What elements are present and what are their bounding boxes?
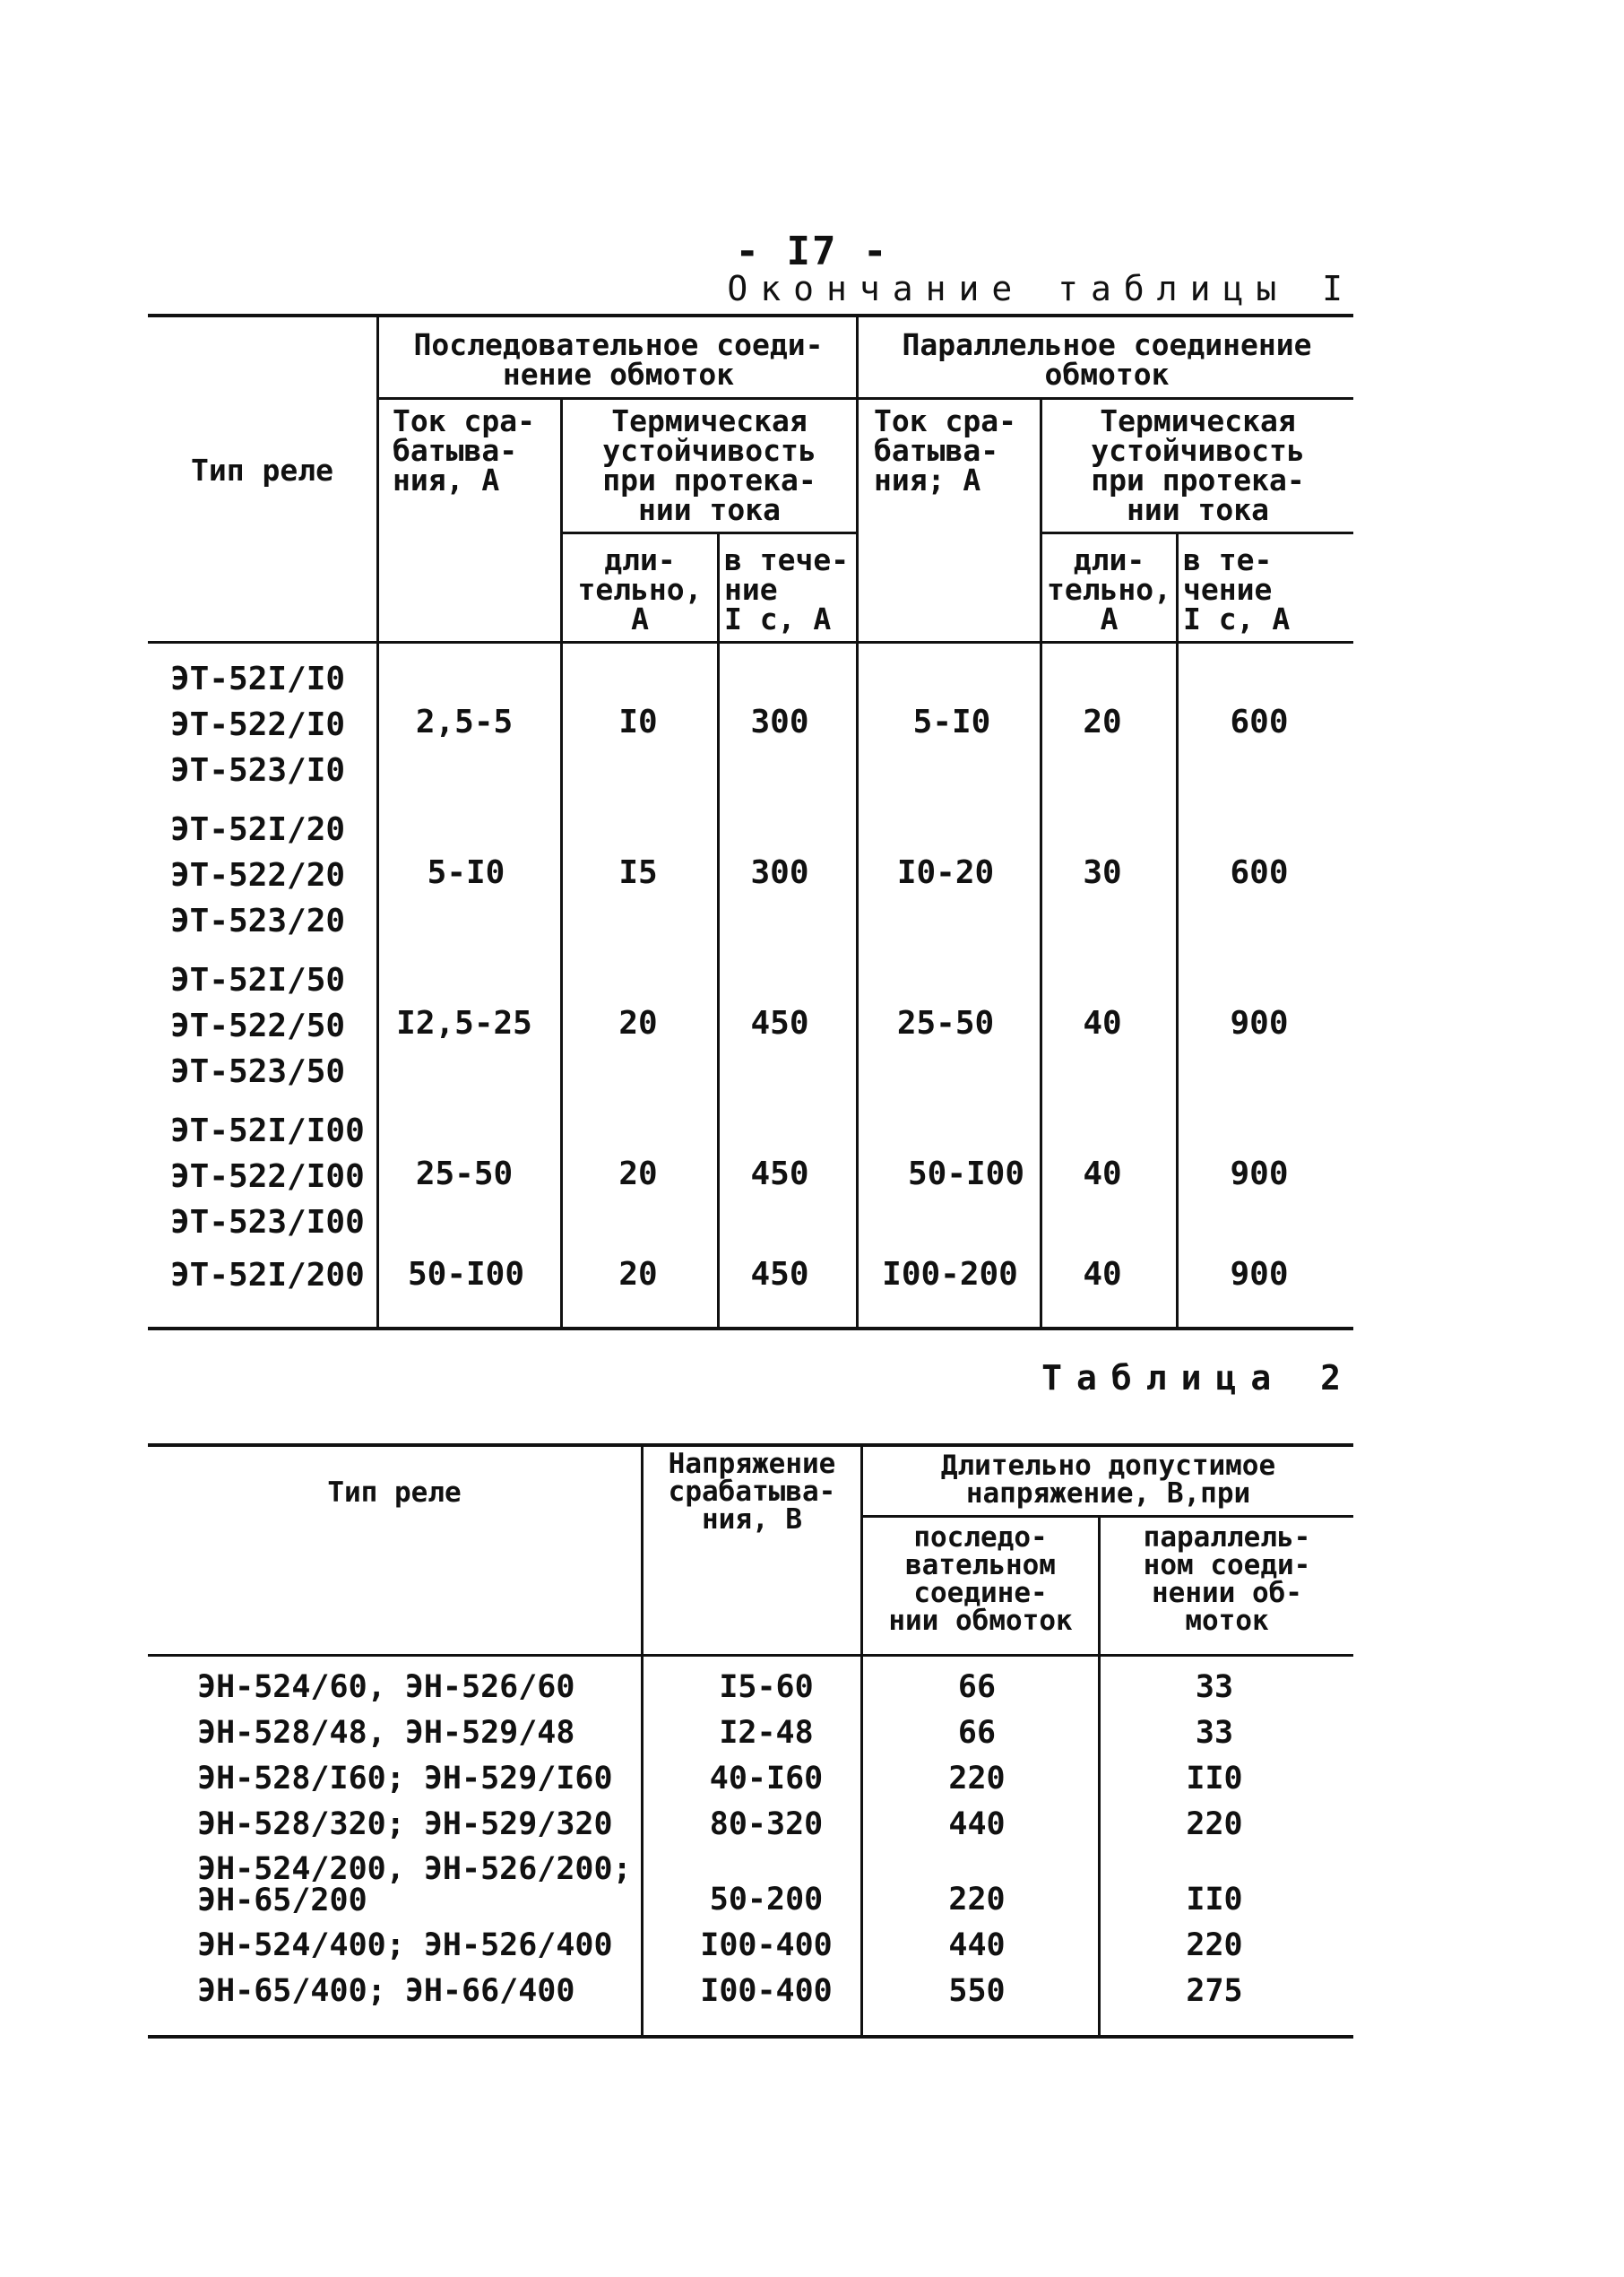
pickup-parallel: 25-50 [896, 1005, 995, 1042]
table2-header-rule [148, 1654, 1353, 1657]
pickup-voltage: I5-60 [719, 1669, 814, 1705]
relay-types: ЭН-528/320; ЭН-529/320 [197, 1806, 613, 1842]
table1-header-serial: Последовательное соеди- нение обмоток [413, 327, 824, 392]
table1-col-rule [1040, 397, 1042, 1329]
serial-voltage: 550 [948, 1973, 1006, 2009]
parallel-voltage: II0 [1186, 1882, 1243, 1918]
cont-parallel: 40 [1083, 1256, 1122, 1293]
relay-types: ЭТ-52I/200 [170, 1257, 365, 1294]
table1-header-type: Тип реле [191, 453, 333, 488]
pickup-voltage: 50-200 [709, 1882, 824, 1918]
serial-voltage: 440 [948, 1927, 1006, 1963]
table1-thermal-rule-serial [560, 532, 856, 534]
pickup-serial: I2,5-25 [396, 1005, 532, 1042]
serial-voltage: 220 [948, 1761, 1006, 1796]
relay-types: ЭН-528/48, ЭН-529/48 [197, 1715, 575, 1751]
relay-types: ЭН-524/200, ЭН-526/200; ЭН-65/200 [197, 1851, 632, 1918]
table1-col-rule [856, 314, 859, 1329]
onesec-serial: 300 [750, 704, 809, 740]
onesec-serial: 450 [750, 1256, 809, 1293]
cont-serial: I0 [618, 704, 658, 740]
pickup-serial: 50-I00 [407, 1256, 525, 1293]
pickup-voltage: I00-400 [700, 1927, 833, 1963]
table1-header-onesec-serial: в тече- ние I с, А [724, 542, 850, 636]
table1-col-rule [717, 532, 720, 1329]
serial-voltage: 440 [948, 1806, 1006, 1842]
pickup-serial: 5-I0 [427, 854, 505, 891]
pickup-parallel: I0-20 [896, 854, 995, 891]
table2-header-voltage: Напряжение срабатыва- ния, В [668, 1448, 836, 1536]
table1-bottom-rule [148, 1327, 1353, 1330]
onesec-parallel: 600 [1230, 854, 1289, 891]
pickup-voltage: 40-I60 [709, 1761, 824, 1796]
onesec-parallel: 900 [1230, 1005, 1289, 1042]
table1-header-thermal-parallel: Термическая устойчивость при протека- нии тока [1091, 403, 1305, 527]
onesec-serial: 450 [750, 1005, 809, 1042]
table2-header-serial: последо- вательном соедине- нии обмоток [888, 1521, 1073, 1637]
onesec-parallel: 600 [1230, 704, 1289, 740]
relay-types: ЭТ-52I/50 ЭТ-522/50 ЭТ-523/50 [170, 962, 346, 1090]
cont-parallel: 40 [1083, 1156, 1122, 1192]
cont-serial: 20 [618, 1256, 658, 1293]
table1-header-pickup-parallel: Ток сра- батыва- ния; А [874, 403, 1016, 498]
table1-col-rule [376, 314, 379, 1329]
parallel-voltage: 220 [1186, 1927, 1243, 1963]
table2-bottom-rule [148, 2035, 1353, 2039]
parallel-voltage: II0 [1186, 1761, 1243, 1796]
table1-header-parallel: Параллельное соединение обмоток [902, 327, 1312, 392]
table1-header-cont-parallel: дли- тельно, А [1046, 542, 1172, 636]
table1-top-rule [148, 314, 1353, 317]
relay-types: ЭН-65/400; ЭН-66/400 [197, 1973, 575, 2009]
onesec-parallel: 900 [1230, 1156, 1289, 1192]
relay-types: ЭТ-52I/I0 ЭТ-522/I0 ЭТ-523/I0 [170, 661, 346, 789]
pickup-voltage: 80-320 [709, 1806, 824, 1842]
cont-parallel: 30 [1083, 854, 1122, 891]
table1-caption: Окончание таблицы I [727, 269, 1355, 308]
table2-header-allowed: Длительно допустимое напряжение, В,при [940, 1450, 1276, 1510]
pickup-serial: 2,5-5 [415, 704, 514, 740]
parallel-voltage: 33 [1195, 1715, 1234, 1751]
serial-voltage: 66 [957, 1715, 997, 1751]
pickup-voltage: I00-400 [700, 1973, 833, 2009]
parallel-voltage: 275 [1186, 1973, 1243, 2009]
relay-types: ЭН-524/60, ЭН-526/60 [197, 1669, 575, 1705]
cont-parallel: 40 [1083, 1005, 1122, 1042]
table2-group-rule [860, 1515, 1353, 1518]
pickup-parallel: 50-I00 [907, 1156, 1025, 1192]
pickup-parallel: 5-I0 [912, 704, 991, 740]
table2-top-rule [148, 1443, 1353, 1447]
table1-header-cont-serial: дли- тельно, А [577, 542, 703, 636]
table1-header-onesec-parallel: в те- чение I с, А [1183, 542, 1291, 636]
cont-serial: I5 [618, 854, 658, 891]
serial-voltage: 66 [957, 1669, 997, 1705]
relay-types: ЭТ-52I/20 ЭТ-522/20 ЭТ-523/20 [170, 811, 346, 939]
parallel-voltage: 220 [1186, 1806, 1243, 1842]
serial-voltage: 220 [948, 1882, 1006, 1918]
table1-thermal-rule-parallel [1040, 532, 1353, 534]
table2-caption: Таблица 2 [1041, 1358, 1355, 1398]
relay-types: ЭТ-52I/I00 ЭТ-522/I00 ЭТ-523/I00 [170, 1113, 365, 1241]
onesec-serial: 450 [750, 1156, 809, 1192]
page-number: - I7 - [735, 229, 889, 274]
table2-header-type: Тип реле [327, 1476, 462, 1509]
table1-header-rule [148, 641, 1353, 644]
cont-serial: 20 [618, 1156, 658, 1192]
cont-serial: 20 [618, 1005, 658, 1042]
table1-header-thermal-serial: Термическая устойчивость при протека- нии тока [602, 403, 816, 527]
pickup-serial: 25-50 [415, 1156, 514, 1192]
pickup-parallel: I00-200 [882, 1256, 1018, 1293]
onesec-parallel: 900 [1230, 1256, 1289, 1293]
table1-header-pickup-serial: Ток сра- батыва- ния, А [393, 403, 535, 498]
table1-group-rule [376, 397, 1353, 400]
table1-col-rule [560, 397, 563, 1329]
parallel-voltage: 33 [1195, 1669, 1234, 1705]
table1-col-rule [1176, 532, 1179, 1329]
relay-types: ЭН-524/400; ЭН-526/400 [197, 1927, 613, 1963]
onesec-serial: 300 [750, 854, 809, 891]
relay-types: ЭН-528/I60; ЭН-529/I60 [197, 1761, 613, 1796]
pickup-voltage: I2-48 [719, 1715, 814, 1751]
cont-parallel: 20 [1083, 704, 1122, 740]
table2-header-parallel: параллель- ном соеди- нении об- моток [1143, 1521, 1311, 1637]
